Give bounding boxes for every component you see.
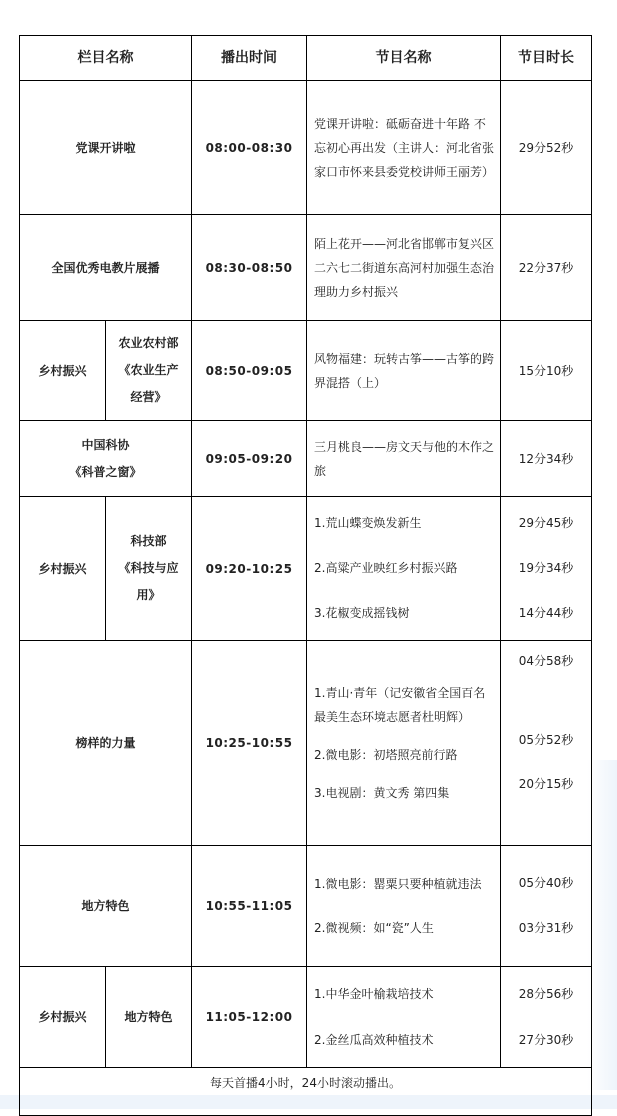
column-name: 全国优秀电教片展播 — [20, 215, 192, 321]
broadcast-time: 09:20-10:25 — [192, 497, 307, 641]
sub-column-line: 经营》 — [130, 390, 167, 404]
column-name: 榜样的力量 — [20, 641, 192, 846]
table-row — [20, 321, 592, 421]
program-item: 2.微电影：初塔照亮前行路 — [314, 748, 458, 762]
column-name-line: 《科普之窗》 — [69, 464, 142, 479]
duration-item: 04分58秒 — [518, 654, 574, 668]
program-duration — [501, 846, 592, 967]
duration-item: 19分34秒 — [518, 561, 574, 575]
program-item: 2.微视频：如“瓷”人生 — [314, 921, 434, 935]
column-name: 党课开讲啦 — [20, 81, 192, 215]
program-name — [307, 81, 501, 215]
column-name: 地方特色 — [20, 846, 192, 967]
table-row — [20, 497, 592, 641]
header-time: 播出时间 — [192, 36, 307, 81]
program-item: 三月桃良——房文天与他的木作之旅 — [314, 439, 495, 478]
broadcast-time: 08:50-09:05 — [192, 321, 307, 421]
program-item: 1.微电影：罂粟只要种植就违法 — [314, 877, 482, 891]
program-item: 3.花椒变成摇钱树 — [314, 606, 410, 620]
table-row — [20, 421, 592, 497]
sub-column-name — [106, 497, 192, 641]
program-item: 陌上花开——河北省邯郸市复兴区二六七二街道东高河村加强生态治理助力乡村振兴 — [314, 236, 495, 299]
program-item: 2.金丝瓜高效种植技术 — [314, 1033, 434, 1047]
program-name — [307, 497, 501, 641]
header-duration: 节目时长 — [501, 36, 592, 81]
duration-item: 28分56秒 — [518, 987, 574, 1001]
table-row — [20, 641, 592, 846]
broadcast-time: 11:05-12:00 — [192, 967, 307, 1068]
column-name: 乡村振兴 — [20, 967, 106, 1068]
program-duration: 12分34秒 — [501, 421, 592, 497]
program-name — [307, 421, 501, 497]
program-item: 3.电视剧：黄文秀 第四集 — [314, 786, 450, 800]
table-row — [20, 215, 592, 321]
footer-row — [20, 1068, 592, 1116]
sub-column-line: 科技部 — [130, 534, 167, 548]
broadcast-time: 08:00-08:30 — [192, 81, 307, 215]
program-item: 1.中华金叶榆栽培技术 — [314, 987, 434, 1001]
broadcast-time: 09:05-09:20 — [192, 421, 307, 497]
program-item: 2.高粱产业映红乡村振兴路 — [314, 561, 458, 575]
duration-item: 14分44秒 — [518, 606, 574, 620]
header-column: 栏目名称 — [20, 36, 192, 81]
schedule-table — [19, 35, 592, 1116]
sub-column-line: 《农业生产 — [118, 363, 179, 377]
footer-note: 每天首播4小时，24小时滚动播出。 — [20, 1068, 592, 1116]
sub-column-line: 用》 — [136, 588, 161, 602]
sub-column-line: 《科技与应 — [118, 561, 179, 575]
sub-column-name: 地方特色 — [106, 967, 192, 1068]
column-name: 乡村振兴 — [20, 321, 106, 421]
program-duration — [501, 641, 592, 846]
program-item: 党课开讲啦：砥砺奋进十年路 不忘初心再出发（主讲人：河北省张家口市怀来县委党校讲师王丽芳） — [314, 116, 495, 179]
duration-item: 27分30秒 — [518, 1033, 574, 1047]
broadcast-time: 08:30-08:50 — [192, 215, 307, 321]
program-duration: 15分10秒 — [501, 321, 592, 421]
broadcast-time: 10:55-11:05 — [192, 846, 307, 967]
table-row — [20, 81, 592, 215]
duration-item: 20分15秒 — [518, 777, 574, 791]
program-item: 1.荒山蝶变焕发新生 — [314, 516, 422, 530]
program-duration: 22分37秒 — [501, 215, 592, 321]
duration-item: 03分31秒 — [518, 921, 574, 935]
duration-item: 05分40秒 — [518, 876, 574, 890]
table-row — [20, 846, 592, 967]
program-name — [307, 641, 501, 846]
program-name — [307, 846, 501, 967]
column-name: 乡村振兴 — [20, 497, 106, 641]
program-name — [307, 321, 501, 421]
sub-column-name — [106, 321, 192, 421]
program-duration — [501, 497, 592, 641]
program-duration: 29分52秒 — [501, 81, 592, 215]
broadcast-time: 10:25-10:55 — [192, 641, 307, 846]
header-row — [20, 36, 592, 81]
program-item: 风物福建：玩转古筝——古筝的跨界混搭（上） — [314, 351, 495, 390]
table-row — [20, 967, 592, 1068]
program-duration — [501, 967, 592, 1068]
program-name — [307, 967, 501, 1068]
duration-item: 05分52秒 — [518, 733, 574, 747]
column-name-line: 中国科协 — [81, 437, 130, 452]
program-name — [307, 215, 501, 321]
sub-column-line: 农业农村部 — [118, 336, 179, 350]
header-program: 节目名称 — [307, 36, 501, 81]
duration-item: 29分45秒 — [518, 516, 574, 530]
column-name — [20, 421, 192, 497]
program-item: 1.青山·青年（记安徽省全国百名最美生态环境志愿者杜明辉） — [314, 686, 486, 724]
